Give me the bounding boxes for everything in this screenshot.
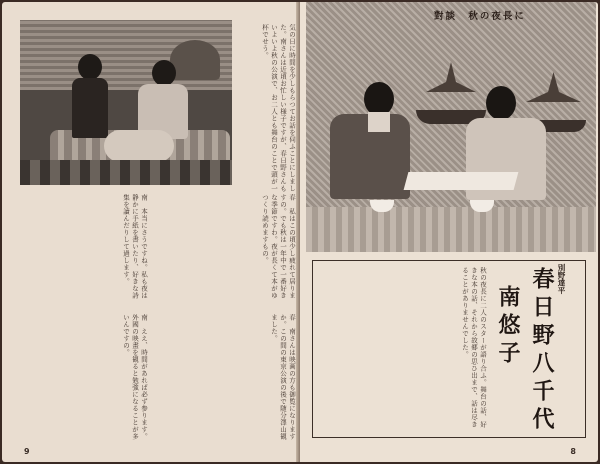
right-page	[300, 2, 598, 462]
headline-series-label: 對談	[434, 11, 458, 22]
left-page	[2, 2, 298, 462]
left-column-upper: 気の日に時間を少しもらつてお話を伺ふことにしました。南さんは近頃お忙しい様子ですが、春日野さんもいよいよ秋の公演で、お二人とも舞台のことで頭が一杯でせう。	[261, 24, 296, 192]
photo-two-women-sofa	[20, 20, 232, 185]
article-box	[312, 260, 586, 438]
photo-two-women-reading	[306, 2, 596, 252]
author-name: 別野達平	[557, 264, 566, 294]
right-column-text: 秋の夜長に二人のスターが語り合ふ。舞台の話、好きな本の話、それから故郷の思ひ出まで、話は尽きることがありませんでした。	[461, 267, 487, 428]
page-number-left: 9	[24, 447, 30, 456]
headline-title-text: 秋の夜長に	[468, 11, 526, 22]
left-column-mid-b: 南 本当にさうですね。私も夜は静かに手紙を書いたり、好きな詩集を讀んだりして過します。	[122, 194, 148, 299]
speaker-name-b: 南悠子	[495, 285, 521, 369]
speaker-name-a: 春日野八千代	[529, 267, 555, 435]
page-number-right: 8	[570, 447, 576, 456]
headline-title	[434, 8, 526, 22]
left-column-low-a: 春 南さんは映画の方も御覧になりますか。この間の東京公演の後で随分澤山観ました。	[270, 314, 296, 440]
left-column-mid-a: 春 私はこの頃少し疲れて居りますの。でも秋は一年中で一番好きな季節ですわ。夜が長くて本がゆつくり読めますもの。	[261, 194, 296, 299]
left-column-low-b: 南 ええ、時間があれば必ず参ります。外國の映畫を観ると勉強になることが多いんですの。	[122, 314, 148, 440]
